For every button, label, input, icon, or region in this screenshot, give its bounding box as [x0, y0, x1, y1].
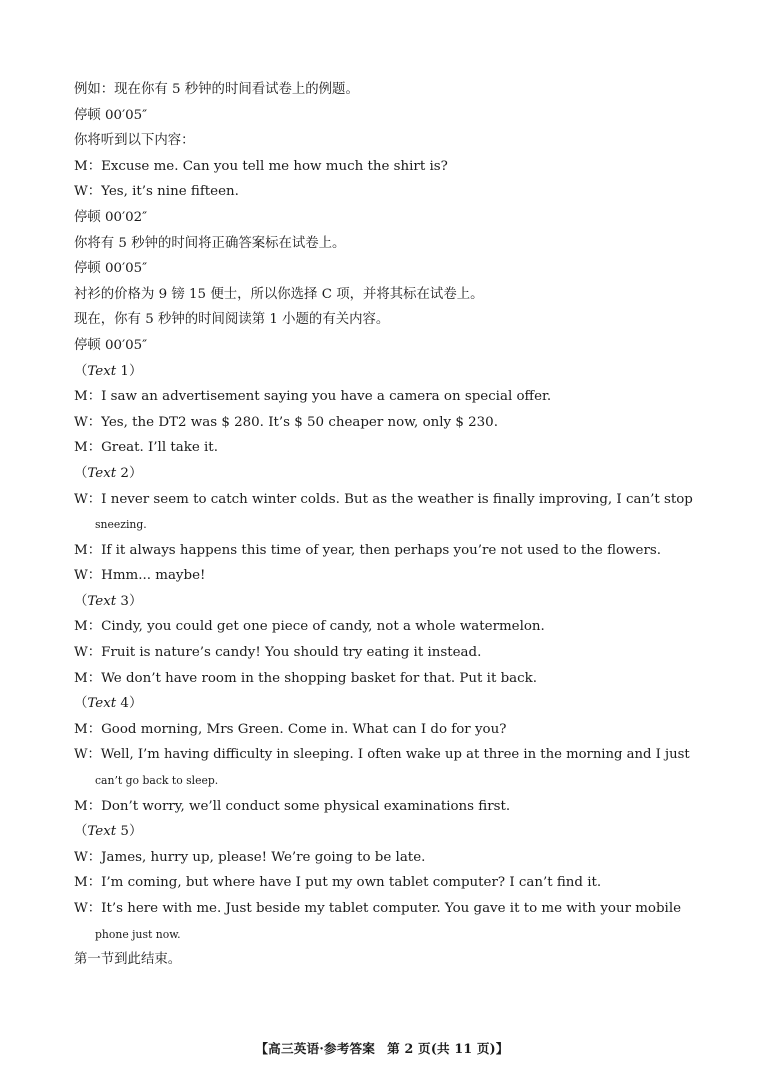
section-header-label: Text	[87, 363, 117, 379]
section-header-number: 1	[120, 363, 129, 379]
section-header-label: Text	[87, 696, 117, 712]
page-footer	[0, 1038, 764, 1057]
text-line: 现在，你有 5 秒钟的时间阅读第 1 小题的有关内容。	[74, 312, 390, 328]
text-line: W：It’s here with me. Just beside my tablet computer. You gave it to me with your mobile	[74, 901, 682, 916]
text-line: W：James, hurry up, please! We’re going to be late.	[74, 849, 426, 865]
section-header-label: Text	[87, 593, 117, 609]
section-header-number: 5	[120, 824, 129, 840]
text-line: W：Fruit is nature’s candy! You should try eating it instead.	[74, 645, 482, 661]
section-header-number: 2	[120, 465, 129, 481]
section-header: （Text 2）	[74, 465, 143, 481]
text-line: W：Yes, the DT2 was $ 280. It’s $ 50 cheaper now, only $ 230.	[74, 414, 498, 430]
text-line: W：Yes, it’s nine fifteen.	[74, 184, 239, 200]
text-line: M：Excuse me. Can you tell me how much the shirt is?	[74, 158, 448, 174]
text-line: M：Good morning, Mrs Green. Come in. What can I do for you?	[74, 721, 507, 737]
footer-page-number: 第 2 页(共 11 页)】	[387, 1041, 509, 1056]
text-line: M：Don’t worry, we’ll conduct some physical examinations first.	[74, 798, 511, 814]
section-header-number: 3	[120, 593, 129, 609]
text-line: M：I saw an advertisement saying you have a camera on special offer.	[74, 389, 552, 405]
text-line: W：Well, I’m having difficulty in sleeping. I often wake up at three in the morning and I just	[74, 747, 690, 763]
text-line: 你将有 5 秒钟的时间将正确答案标在试卷上。	[74, 235, 346, 251]
text-line: 停顿 00′05″	[74, 107, 148, 123]
text-line: W：Hmm... maybe!	[74, 568, 206, 584]
text-line-continuation: sneezing.	[95, 518, 147, 532]
section-header: （Text 4）	[74, 696, 143, 712]
section-header: （Text 5）	[74, 824, 143, 840]
section-header-label: Text	[87, 824, 117, 840]
text-line: M：If it always happens this time of year, then perhaps you’re not used to the flowers.	[74, 542, 661, 558]
text-line: M：I’m coming, but where have I put my own tablet computer? I can’t find it.	[74, 875, 602, 891]
text-line: M：Great. I’ll take it.	[74, 440, 218, 456]
text-line: 停顿 00′02″	[74, 209, 148, 225]
footer-title: 【高三英语·参考答案	[255, 1041, 376, 1056]
document-body	[74, 77, 698, 973]
section-header: （Text 1）	[74, 363, 143, 379]
text-line: 你将听到以下内容：	[74, 133, 195, 149]
text-line: 第一节到此结束。	[74, 952, 182, 968]
text-line: W：I never seem to catch winter colds. But as the weather is finally improving, I can’t stop	[74, 491, 693, 507]
text-line: 停顿 00′05″	[74, 337, 148, 353]
text-line-continuation: can’t go back to sleep.	[95, 774, 219, 788]
text-line: 例如：现在你有 5 秒钟的时间看试卷上的例题。	[74, 82, 359, 97]
text-line-continuation: phone just now.	[95, 927, 181, 941]
text-line: M：Cindy, you could get one piece of candy, not a whole watermelon.	[74, 619, 545, 635]
section-header-number: 4	[120, 696, 129, 712]
text-line: 停顿 00′05″	[74, 261, 148, 277]
section-header: （Text 3）	[74, 593, 143, 609]
section-header-label: Text	[87, 465, 117, 481]
text-line: M：We don’t have room in the shopping basket for that. Put it back.	[74, 670, 538, 686]
text-line: 衬衫的价格为 9 镑 15 便士，所以你选择 C 项，并将其标在试卷上。	[74, 286, 484, 302]
